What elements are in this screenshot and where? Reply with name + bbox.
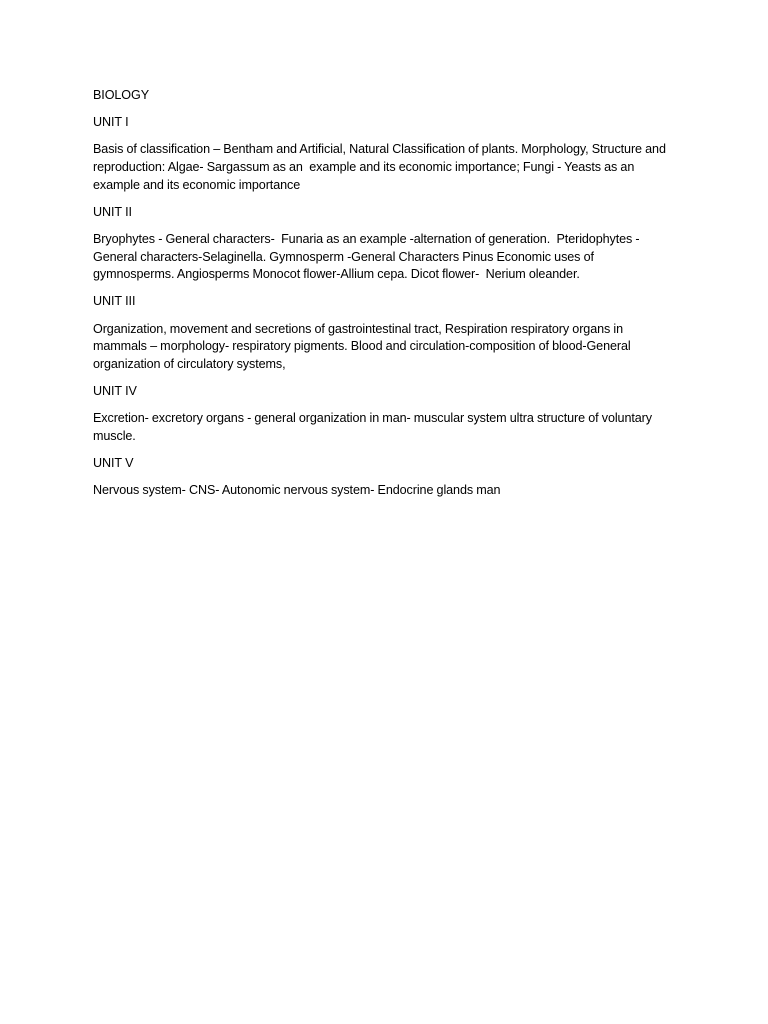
unit-heading: UNIT V: [93, 455, 134, 470]
unit-heading: UNIT II: [93, 204, 132, 219]
unit-heading: UNIT I: [93, 115, 129, 130]
unit-text: Excretion- excretory organs - general organization in man- muscular system ultra structure of voluntary muscle.: [93, 411, 656, 443]
document-title: BIOLOGY: [93, 88, 149, 102]
unit-text: Nervous system- CNS- Autonomic nervous system- Endocrine glands man: [93, 483, 501, 498]
document-page: [93, 87, 678, 509]
unit-text: Organization, movement and secretions of gastrointestinal tract, Respiration respiratory organs in mammals – morphology- respiratory pigments. Blood and circulation-composition of blood-General organization of circulatory systems,: [93, 321, 634, 371]
unit-text: Bryophytes - General characters- Funaria as an example -alternation of generation. Pteridophytes - General characters-Selaginella. Gymnosperm -General Characters Pinus Economic uses of gymnosperms. Angiosperms Monocot flower-Allium cepa. Dicot flower- Nerium oleander.: [93, 231, 643, 282]
unit-heading: UNIT III: [93, 294, 136, 309]
unit-heading: UNIT IV: [93, 383, 137, 398]
unit-text: Basis of classification – Bentham and Artificial, Natural Classification of plants. Morphology, Structure and reproduction: Algae- Sargassum as an example and its economic importance; Fungi - Yeasts as an example and its economic importance: [93, 142, 670, 192]
